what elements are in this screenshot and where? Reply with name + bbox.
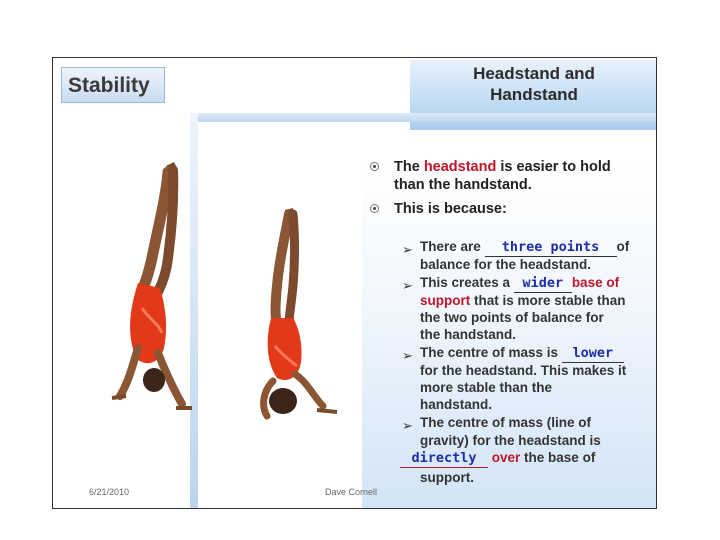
sub-2-line-2 — [420, 292, 626, 309]
bullet-2: This is because: — [394, 201, 507, 217]
sub-2-answer: wider — [522, 275, 564, 291]
heading-line-2: Handstand — [490, 85, 578, 104]
sub-3-pre: The centre of mass is — [420, 345, 562, 360]
sub-2-post: base of — [571, 275, 620, 290]
arrow-bullet-icon: ➢ — [402, 278, 413, 293]
circle-bullet-icon — [370, 162, 379, 171]
content-panel — [362, 156, 657, 509]
slide — [52, 57, 657, 509]
sub-2-line-4: the handstand. — [420, 327, 517, 342]
sub-2-pre: This creates a — [420, 275, 514, 290]
bullet-1-text-pre: The — [394, 159, 424, 175]
arrow-bullet-icon: ➢ — [402, 418, 413, 433]
sub-1-post: of — [616, 239, 630, 254]
sub-3-answer: lower — [572, 345, 614, 361]
sub-1-pre: There are — [420, 239, 485, 254]
bullet-1-text-post: is easier to hold — [496, 159, 611, 175]
sub-4-line-4: support. — [420, 470, 474, 485]
sub-4-answer: directly — [411, 450, 477, 466]
slide-title: Stability — [68, 74, 150, 97]
sub-3-line-2: for the headstand. This makes it — [420, 363, 627, 378]
arrow-bullet-icon: ➢ — [402, 242, 413, 257]
sub-4-line-1: The centre of mass (line of — [420, 415, 592, 430]
decorative-bar-horizontal — [190, 113, 657, 122]
handstand-figure-image — [108, 158, 198, 428]
sub-4-line-3 — [400, 449, 595, 468]
sub-1-line-1 — [420, 238, 629, 257]
sub-4-line-2: gravity) for the headstand is — [420, 433, 601, 448]
slide-date: 6/21/2010 — [89, 487, 130, 497]
headstand-figure-image — [253, 206, 353, 436]
top-band — [168, 67, 413, 103]
slide-author: Dave Cornell — [325, 487, 378, 497]
sub-4-keyword: over — [491, 450, 521, 465]
bullet-1-line-2: than the handstand. — [394, 177, 532, 193]
sub-2-line-2-post: that is more stable than — [470, 293, 626, 308]
arrow-bullet-icon: ➢ — [402, 348, 413, 363]
sub-3-line-3: more stable than the — [420, 380, 553, 395]
sub-2-line-3: the two points of balance for — [420, 310, 604, 325]
bullet-1-line-1 — [394, 158, 611, 176]
sub-1-line-2: balance for the headstand. — [420, 257, 592, 272]
title-box — [61, 67, 165, 103]
sub-3-line-1 — [420, 344, 624, 363]
sub-4-post: the base of — [520, 450, 596, 465]
sub-2-keyword: support — [420, 293, 471, 308]
circle-bullet-icon — [370, 204, 379, 213]
sub-2-line-1 — [420, 274, 619, 293]
sub-3-line-4: handstand. — [420, 397, 493, 412]
bullet-1-keyword: headstand — [423, 159, 497, 175]
sub-1-answer: three points — [501, 239, 600, 255]
heading-line-1: Headstand and — [473, 64, 595, 83]
